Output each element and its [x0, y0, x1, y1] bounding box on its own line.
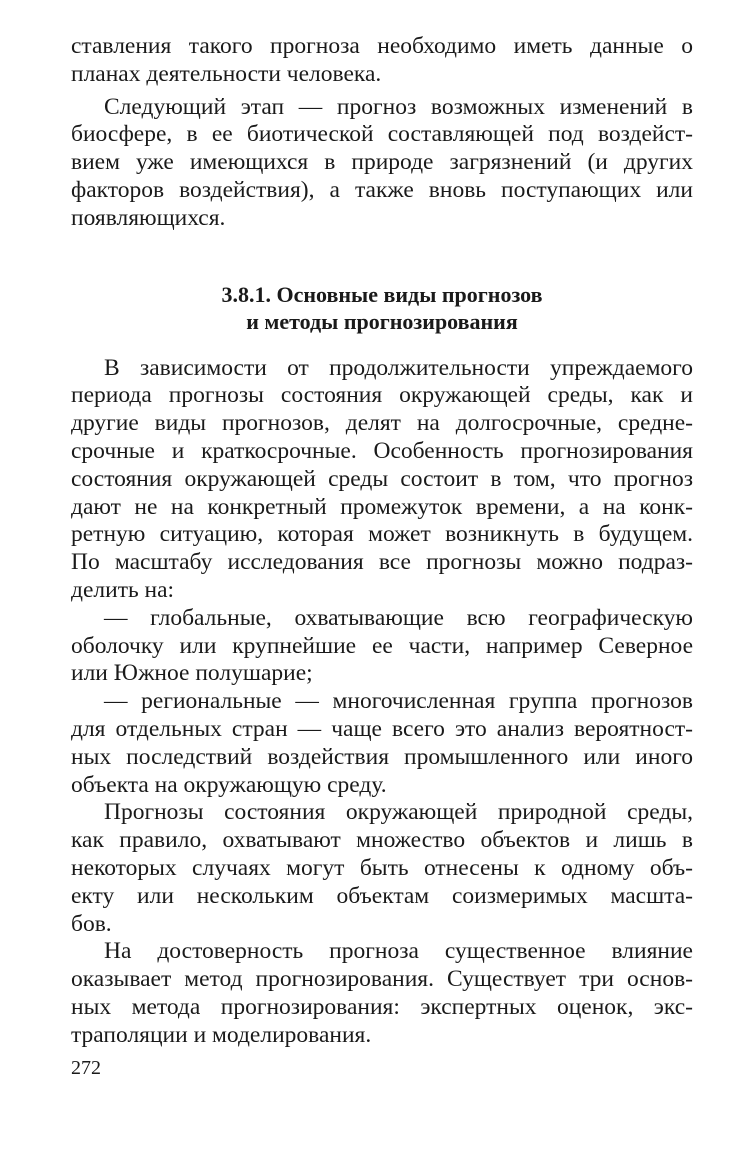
text-line: екту или нескольким объектам соизмеримых масшта- [71, 882, 693, 909]
text-line: дают не на конкретный промежуток времени, а на конк- [71, 493, 693, 520]
section-heading-line-1: 3.8.1. Основные виды прогнозов [221, 281, 543, 307]
paragraph [71, 938, 693, 1049]
text-line: периода прогнозы состояния окружающей среды, как и [71, 382, 693, 409]
text-line: состояния окружающей среды состоит в том, что прогноз [71, 465, 693, 492]
text-line: Прогнозы состояния окружающей природной среды, [104, 799, 693, 826]
text-line: или Южное полушарие; [71, 660, 313, 687]
text-line: бов. [71, 910, 112, 937]
text-line: По масштабу исследования все прогнозы можно подраз- [71, 549, 693, 576]
text-line: другие виды прогнозов, делят на долгосрочные, средне- [71, 410, 693, 437]
text-line: как правило, охватывают множество объектов и лишь в [71, 827, 693, 854]
text-line: траполяции и моделирования. [71, 1021, 372, 1048]
list-item [71, 688, 693, 799]
text-line: На достоверность прогноза существенное влияние [104, 938, 693, 965]
text-line: вием уже имеющихся в природе загрязнений (и других [71, 149, 693, 176]
text-line: объекта на окружающую среду. [71, 771, 387, 798]
text-line: — глобальные, охватывающие всю географическую [104, 604, 693, 631]
text-line: — региональные — многочисленная группа прогнозов [104, 688, 693, 715]
text-line: Следующий этап — прогноз возможных изменений в [104, 93, 693, 120]
text-line: оболочку или крупнейшие ее части, например Северное [71, 632, 693, 659]
page-body [71, 33, 693, 1050]
text-line: оказывает метод прогнозирования. Существует три основ- [71, 966, 693, 993]
section-heading [71, 281, 693, 335]
text-line: ставления такого прогноза необходимо иметь данные о [71, 33, 693, 59]
text-line: ретную ситуацию, которая может возникнуть в будущем. [71, 521, 693, 548]
text-line: появляющихся. [71, 204, 226, 231]
text-line: планах деятельности человека. [71, 60, 382, 87]
paragraph [71, 33, 693, 89]
text-line: делить на: [71, 576, 175, 603]
text-line: факторов воздействия), а также вновь поступающих или [71, 176, 693, 203]
text-line: ных последствий воздействия промышленного или иного [71, 743, 693, 770]
page-number: 272 [71, 1057, 101, 1079]
paragraph [71, 94, 693, 233]
text-line: для отдельных стран — чаще всего это анализ вероятност- [71, 715, 693, 742]
text-line: некоторых случаях могут быть отнесены к одному объ- [71, 854, 693, 881]
list-item [71, 605, 693, 688]
text-line: ных метода прогнозирования: экспертных оценок, экс- [71, 993, 693, 1020]
paragraph [71, 799, 693, 938]
text-line: В зависимости от продолжительности упреждаемого [104, 354, 693, 381]
text-line: биосфере, в ее биотической составляющей под воздейст- [71, 121, 693, 148]
section-heading-line-2: и методы прогнозирования [246, 308, 518, 334]
text-line: срочные и краткосрочные. Особенность прогнозирования [71, 437, 693, 464]
paragraph [71, 355, 693, 605]
